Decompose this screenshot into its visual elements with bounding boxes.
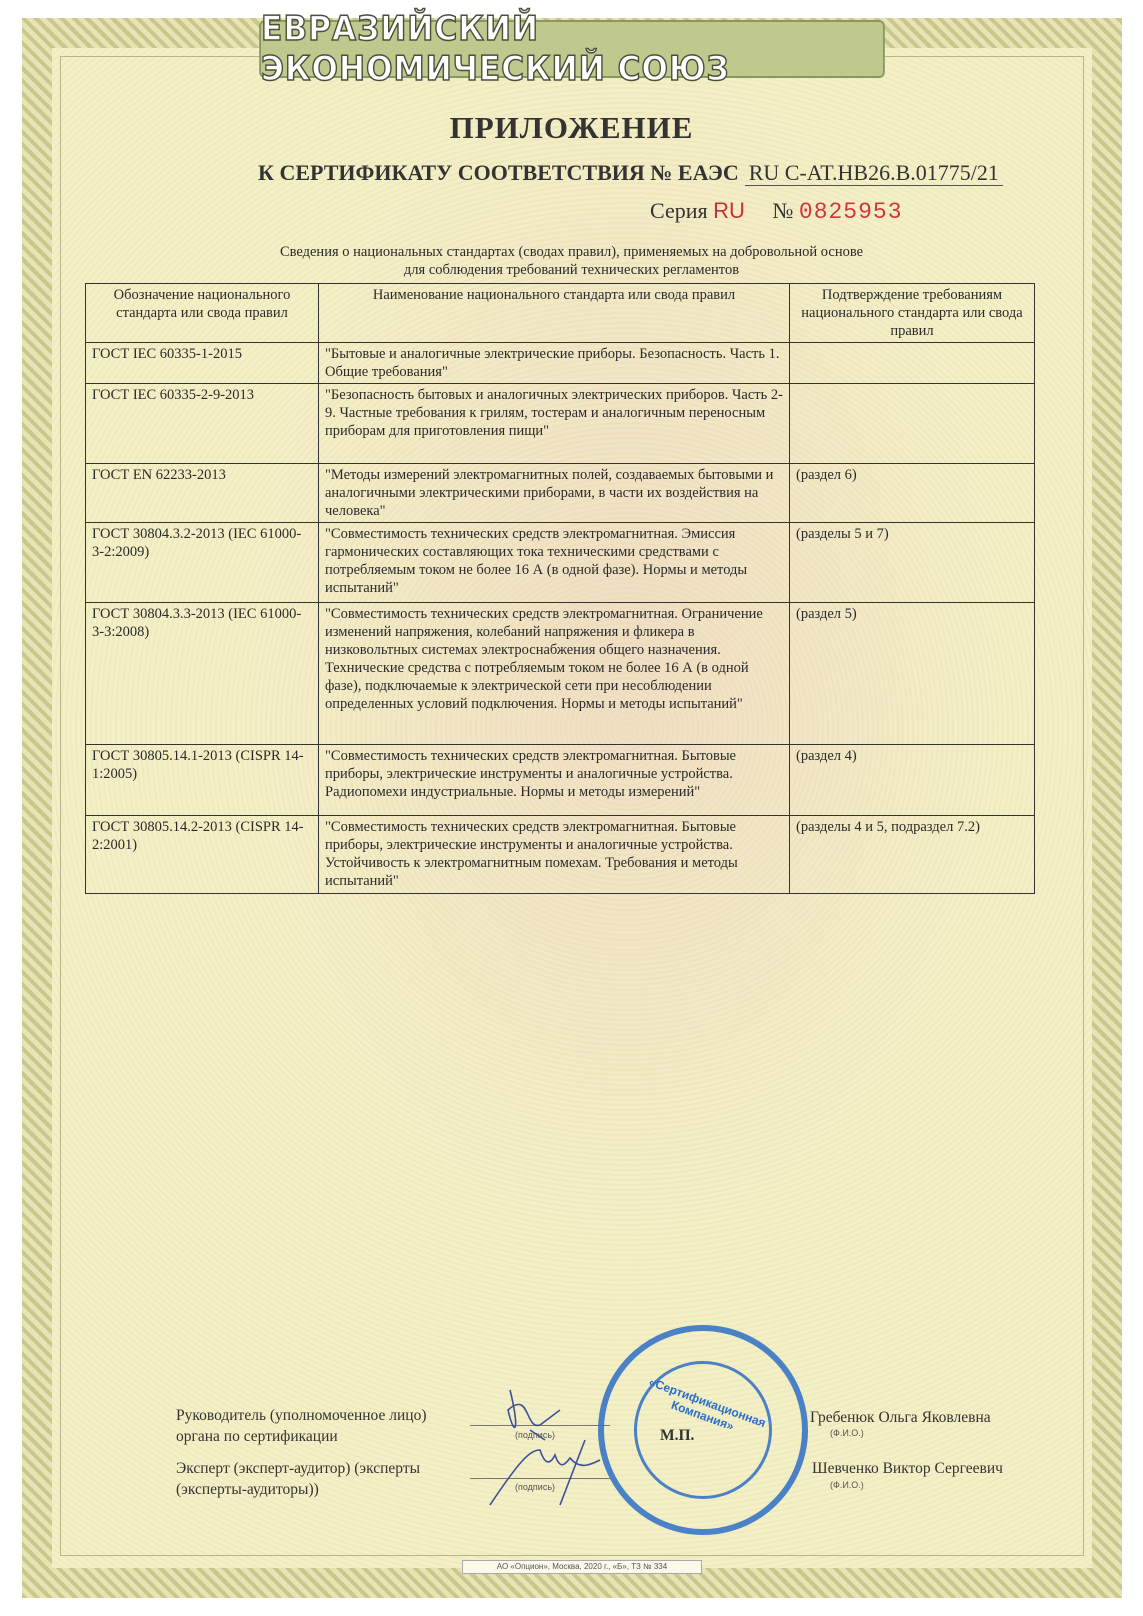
- cell-confirm: (разделы 4 и 5, подраздел 7.2): [790, 816, 1035, 894]
- head-name: Гребенюк Ольга Яковлевна: [810, 1409, 991, 1426]
- expert-sign-hint: (подпись): [515, 1482, 556, 1492]
- number-label: №: [772, 198, 794, 223]
- head-label: Руководитель (уполномоченное лицо) органа по сертификации: [176, 1407, 427, 1445]
- stamp-text: «Сертификационная Компания»: [647, 1374, 768, 1434]
- table-row: [86, 343, 1035, 384]
- table-row: [86, 603, 1035, 745]
- col-header-confirm: Подтверждение требованиям национального стандарта или свода правил: [790, 284, 1035, 343]
- cell-code: ГОСТ IEC 60335-2-9-2013: [86, 384, 319, 464]
- expert-label: Эксперт (эксперт-аудитор) (эксперты (эксперты-аудиторы)): [176, 1460, 421, 1498]
- head-fio-hint: (Ф.И.О.): [830, 1428, 864, 1438]
- caption-line: для соблюдения требований технических регламентов: [403, 262, 740, 278]
- standards-table: [85, 283, 1035, 894]
- series-label: Серия: [650, 198, 708, 223]
- cell-code: ГОСТ 30804.3.2-2013 (IEC 61000-3-2:2009): [86, 523, 319, 603]
- col-header-name: Наименование национального стандарта или свода правил: [319, 284, 790, 343]
- table-header-row: [86, 284, 1035, 343]
- expert-name: Шевченко Виктор Сергеевич: [812, 1460, 1003, 1477]
- caption-line: Сведения о национальных стандартах (сводах правил), применяемых на добровольной основе: [279, 244, 864, 260]
- table-caption: [0, 243, 1143, 279]
- cell-name: "Совместимость технических средств электромагнитная. Бытовые приборы, электрические инструменты и аналогичные устройства. Радиопомехи индустриальные. Нормы и методы измерений": [319, 745, 790, 816]
- table-row: [86, 523, 1035, 603]
- cell-code: ГОСТ 30805.14.1-2013 (CISPR 14-1:2005): [86, 745, 319, 816]
- cell-confirm: (раздел 6): [790, 464, 1035, 523]
- expert-fio-hint: (Ф.И.О.): [830, 1480, 864, 1490]
- cell-name: "Совместимость технических средств электромагнитная. Ограничение изменений напряжения, колебаний напряжения и фликера в низковольтных системах электроснабжения общего назначения. Технические средства с потребляемым током не более 16 А (в одной фазе), подключаемые к электрической сети при несоблюдении определенных условий подключения. Нормы и методы испытаний": [319, 603, 790, 745]
- cell-name: "Совместимость технических средств электромагнитная. Бытовые приборы, электрические инструменты и аналогичные устройства. Устойчивость к электромагнитным помехам. Требования и методы испытаний": [319, 816, 790, 894]
- cell-code: ГОСТ IEC 60335-1-2015: [86, 343, 319, 384]
- cell-confirm: (раздел 4): [790, 745, 1035, 816]
- cell-confirm: (раздел 5): [790, 603, 1035, 745]
- cell-name: "Бытовые и аналогичные электрические приборы. Безопасность. Часть 1. Общие требования": [319, 343, 790, 384]
- table-row: [86, 464, 1035, 523]
- cell-code: ГОСТ 30805.14.2-2013 (CISPR 14-2:2001): [86, 816, 319, 894]
- head-sign-hint: (подпись): [515, 1430, 556, 1440]
- cell-code: ГОСТ 30804.3.3-2013 (IEC 61000-3-3:2008): [86, 603, 319, 745]
- table-row: [86, 816, 1035, 894]
- table-row: [86, 384, 1035, 464]
- document-title: ПРИЛОЖЕНИЕ: [449, 110, 694, 145]
- series-line: [650, 198, 903, 225]
- table-row: [86, 745, 1035, 816]
- cell-name: "Совместимость технических средств электромагнитная. Эмиссия гармонических составляющих тока техническими средствами с потребляемым током не более 16 А (в одной фазе). Нормы и методы испытаний": [319, 523, 790, 603]
- cell-code: ГОСТ EN 62233-2013: [86, 464, 319, 523]
- certification-stamp: [598, 1325, 808, 1535]
- cert-label: К СЕРТИФИКАТУ СООТВЕТСТВИЯ № ЕАЭС: [258, 160, 739, 185]
- cell-confirm: [790, 384, 1035, 464]
- series-value: RU: [713, 198, 745, 223]
- union-banner: ЕВРАЗИЙСКИЙ ЭКОНОМИЧЕСКИЙ СОЮЗ: [259, 20, 885, 78]
- col-header-code: Обозначение национального стандарта или свода правил: [86, 284, 319, 343]
- certificate-reference: [258, 160, 1003, 186]
- cell-name: "Методы измерений электромагнитных полей, создаваемых бытовыми и аналогичными электрическими приборами, в части их воздействия на человека": [319, 464, 790, 523]
- printer-note: АО «Опцион», Москва, 2020 г., «Б», ТЗ № 334: [462, 1560, 702, 1574]
- cell-name: "Безопасность бытовых и аналогичных электрических приборов. Часть 2-9. Частные требования к грилям, тостерам и аналогичным переносным приборам для приготовления пищи": [319, 384, 790, 464]
- cell-confirm: [790, 343, 1035, 384]
- cell-confirm: (разделы 5 и 7): [790, 523, 1035, 603]
- serial-number: 0825953: [798, 199, 903, 225]
- cert-number: RU C-AT.HB26.B.01775/21: [745, 160, 1003, 186]
- seal-label: М.П.: [660, 1427, 695, 1444]
